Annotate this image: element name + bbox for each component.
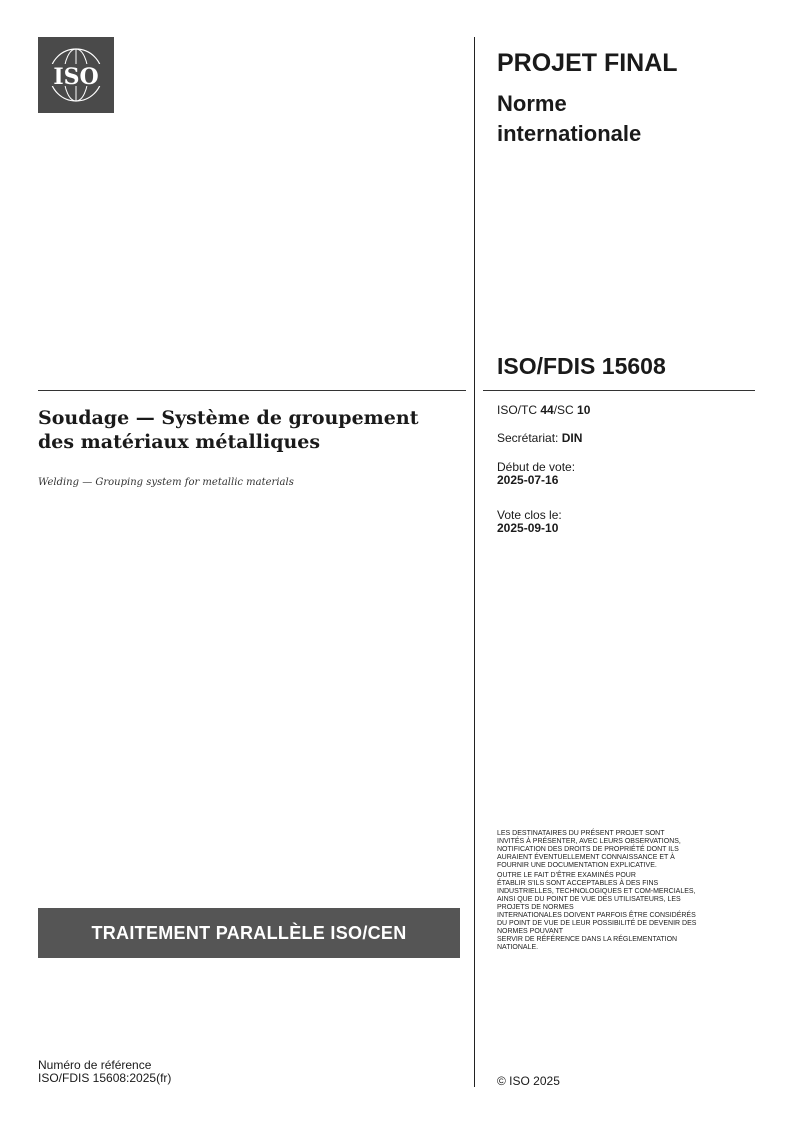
reference-number: ISO/FDIS 15608:2025(fr) (38, 1071, 172, 1085)
parallel-processing-banner: TRAITEMENT PARALLÈLE ISO/CEN (38, 908, 460, 958)
reference-label: Numéro de référence (38, 1058, 152, 1072)
document-type-line1: Norme (497, 91, 567, 116)
vote-end-date: 2025-09-10 (497, 521, 559, 535)
notice-paragraph-1: LES DESTINATAIRES DU PRÉSENT PROJET SONT INVITÉS À PRÉSENTER, AVEC LEURS OBSERVATIONS, NOTIFICATION DES DROITS DE PROPRIÉTÉ DONT ILS AURAIENT ÉVENTUELLEMENT CONNAISSANCE ET À FOURNIR UNE DOCUMENTATION EXPLICATIVE. (497, 830, 681, 869)
sc-prefix: /SC (553, 403, 578, 417)
english-title: Welding — Grouping system for metallic materials (38, 477, 294, 488)
vote-end (497, 509, 562, 535)
iso-globe-icon (38, 37, 114, 113)
vote-start (497, 461, 575, 487)
iso-logo (38, 37, 114, 113)
committee-reference (497, 404, 590, 417)
tc-number: 44 (540, 403, 554, 417)
french-title-line1: Soudage — Système de groupement (38, 407, 419, 429)
recipients-notice (497, 830, 757, 954)
french-title-line2: des matériaux métalliques (38, 431, 321, 453)
horizontal-divider-left (38, 390, 466, 391)
document-status: PROJET FINAL (497, 49, 678, 77)
document-number: ISO/FDIS 15608 (497, 353, 666, 379)
vote-end-label: Vote clos le: (497, 508, 562, 522)
document-type (497, 89, 727, 149)
vote-start-date: 2025-07-16 (497, 473, 559, 487)
logo-text: ISO (53, 64, 99, 90)
vote-start-label: Début de vote: (497, 460, 576, 474)
document-type-line2: internationale (497, 121, 642, 146)
secretariat-label: Secrétariat: (497, 431, 562, 445)
secretariat-value: DIN (561, 431, 583, 445)
secretariat (497, 432, 582, 445)
french-title (38, 406, 458, 454)
reference-number-block (38, 1059, 171, 1085)
committee-prefix: ISO/TC (497, 403, 541, 417)
vertical-divider (474, 37, 475, 1087)
sc-number: 10 (577, 403, 591, 417)
copyright: © ISO 2025 (497, 1074, 560, 1088)
notice-paragraph-2: OUTRE LE FAIT D'ÊTRE EXAMINÉS POUR ÉTABLIR S'ILS SONT ACCEPTABLES À DES FINS INDUSTRIELLES, TECHNOLOGIQUES ET COM-MERCIALES, AINSI QUE DU POINT DE VUE DES UTILISATEURS, LES PROJETS DE NORMES INTERNATIONALES DOIVENT PARFOIS ÊTRE CONSIDÉRÉS DU POINT DE VUE DE LEUR POSSIBILITÉ DE DEVENIR DES NORMES POUVANT SERVIR DE RÉFÉRENCE DANS LA RÉGLEMENTATION NATIONALE. (497, 872, 697, 951)
horizontal-divider-right (483, 390, 755, 391)
